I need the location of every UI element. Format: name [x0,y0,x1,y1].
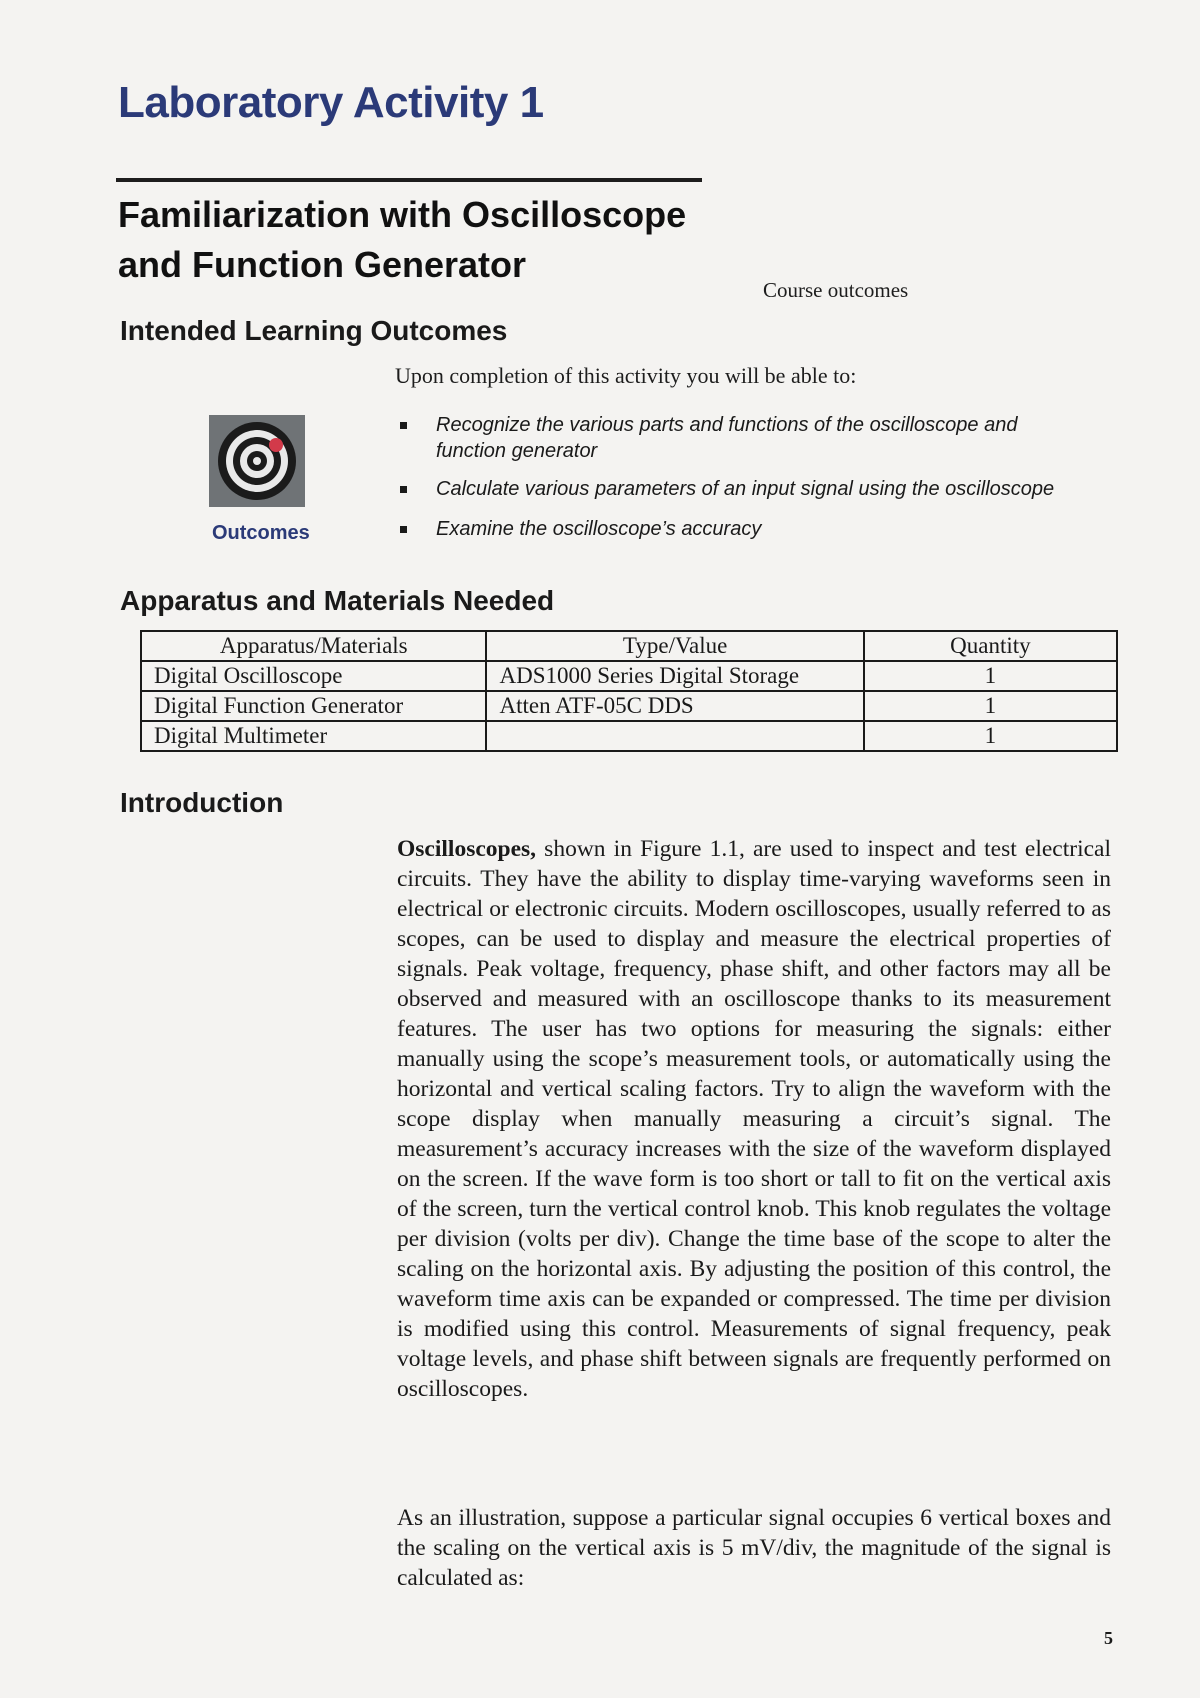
illustration-paragraph: As an illustration, suppose a particular signal occupies 6 vertical boxes and the scaling on the vertical axis is 5 mV/div, the magnitude of the signal is calculated as: [397,1505,1111,1591]
title-divider [116,178,702,182]
type-cell: Atten ATF-05C DDS [486,691,863,721]
target-icon [209,415,305,507]
column-header-quantity: Quantity [864,631,1117,661]
quantity-cell: 1 [864,691,1117,721]
apparatus-cell: Digital Function Generator [141,691,486,721]
outcome-item: Examine the oscilloscope’s accuracy [398,516,1068,542]
outcome-item: Calculate various parameters of an input signal using the oscilloscope [398,476,1068,502]
table-row [141,721,1117,751]
quantity-cell: 1 [864,661,1117,691]
table-row [141,661,1117,691]
outcome-list [398,412,1068,542]
page-number: 5 [1104,1628,1113,1648]
apparatus-heading: Apparatus and Materials Needed [120,585,555,616]
type-cell [486,721,863,751]
column-header-apparatus: Apparatus/Materials [141,631,486,661]
learning-outcomes-heading: Intended Learning Outcomes [120,315,508,346]
subtitle-line-2: and Function Generator [118,244,527,285]
column-header-type: Type/Value [486,631,863,661]
lead-term: Oscilloscopes, [397,836,537,862]
type-cell: ADS1000 Series Digital Storage [486,661,863,691]
materials-table [140,630,1118,752]
outcome-item: Recognize the various parts and functions of the oscilloscope and function generator [398,412,1068,464]
outcomes-icon-label: Outcomes [212,522,310,544]
apparatus-cell: Digital Oscilloscope [141,661,486,691]
introduction-body: shown in Figure 1.1, are used to inspect and test electrical circuits. They have the ability to display time-varying waveforms seen in electrical or electronic circuits. Modern oscilloscopes, usually referred to as scopes, can be used to display and measure the electrical properties of signals. Peak voltage, frequency, phase shift, and other factors may all be observed and measured with an oscilloscope thanks to its measurement features. The user has two options for measuring the signals: either manually using the scope’s measurement tools, or automatically using the horizontal and vertical scaling factors. Try to align the waveform with the scope display when manually measuring a circuit’s signal. The measurement’s accuracy increases with the size of the waveform displayed on the screen. If the wave form is too short or tall to fit on the vertical axis of the screen, turn the vertical control knob. This knob regulates the voltage per division (volts per div). Change the time base of the scope to alter the scaling on the horizontal axis. By adjusting the position of this control, the waveform time axis can be expanded or compressed. The time per division is modified using this control. Measurements of signal frequency, peak voltage levels, and phase shift between signals are frequently performed on oscilloscopes. [397,836,1111,1402]
activity-title: Laboratory Activity 1 [118,78,544,127]
subtitle-line-1: Familiarization with Oscilloscope [118,194,687,235]
course-outcomes-note: Course outcomes [763,278,909,302]
introduction-heading: Introduction [120,787,284,818]
activity-subtitle [118,190,686,290]
table-header-row [141,631,1117,661]
quantity-cell: 1 [864,721,1117,751]
target-icon-graphic [209,415,305,507]
outcomes-intro: Upon completion of this activity you will be able to: [395,363,857,388]
apparatus-cell: Digital Multimeter [141,721,486,751]
introduction-paragraph [397,834,1111,1404]
table-row [141,691,1117,721]
